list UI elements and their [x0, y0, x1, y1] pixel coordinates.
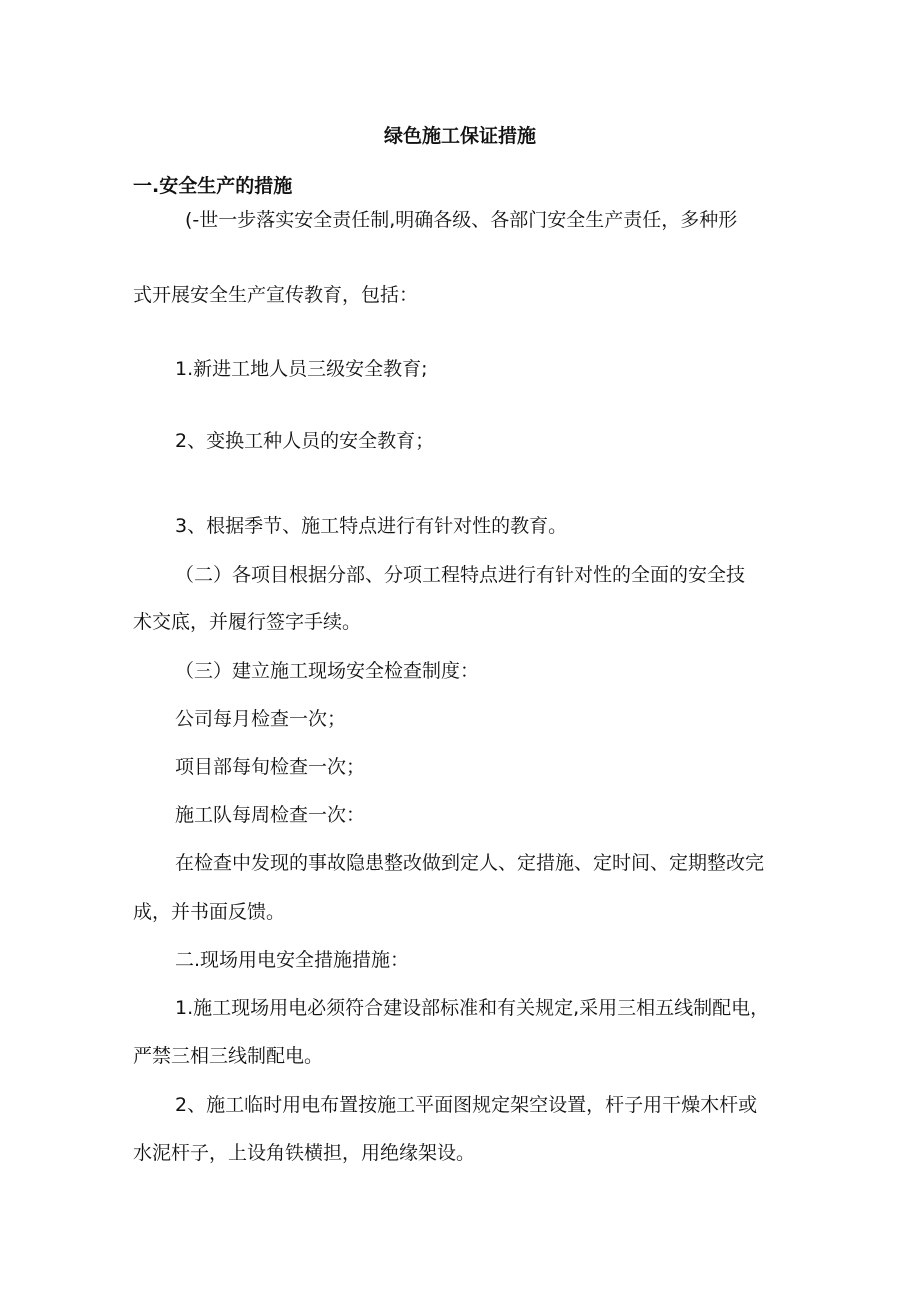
check-item-project: 项目部每旬检查一次；: [175, 756, 366, 778]
electrical-item-1-line-1: 1.施工现场用电必须符合建设部标准和有关规定,采用三相五线制配电，: [175, 997, 770, 1019]
paragraph-4-line-2: 成，并书面反馈。: [133, 901, 286, 923]
electrical-item-2-line-2: 水泥杆子，上设角铁横担，用绝缘架设。: [133, 1142, 476, 1164]
paragraph-1-line-1: (-世一步落实安全责任制,明确各级、各部门安全生产责任，多种形: [185, 209, 738, 231]
paragraph-2-line-2: 术交底，并履行签字手续。: [133, 611, 362, 633]
paragraph-3: （三）建立施工现场安全检查制度：: [175, 660, 480, 682]
check-item-company: 公司每月检查一次；: [175, 708, 347, 730]
paragraph-4-line-1: 在检查中发现的事故隐患整改做到定人、定措施、定时间、定期整改完: [175, 852, 765, 874]
section-heading-safety: 一.安全生产的措施: [133, 175, 293, 197]
document-title: 绿色施工保证措施: [383, 125, 536, 147]
list-item-3: 3、根据季节、施工特点进行有针对性的教育。: [175, 515, 568, 537]
check-item-team: 施工队每周检查一次：: [175, 804, 366, 826]
paragraph-1-line-2: 式开展安全生产宣传教育，包括：: [133, 284, 419, 306]
list-item-1: 1.新进工地人员三级安全教育;: [175, 358, 428, 380]
electrical-item-2-line-1: 2、施工临时用电布置按施工平面图规定架空设置，杆子用干燥木杆或: [175, 1094, 758, 1116]
electrical-item-1-line-2: 严禁三相三线制配电。: [133, 1045, 324, 1067]
section-heading-electrical: 二.现场用电安全措施措施：: [175, 949, 410, 971]
paragraph-2-line-1: （二）各项目根据分部、分项工程特点进行有针对性的全面的安全技: [175, 564, 746, 586]
list-item-2: 2、变换工种人员的安全教育；: [175, 430, 435, 452]
